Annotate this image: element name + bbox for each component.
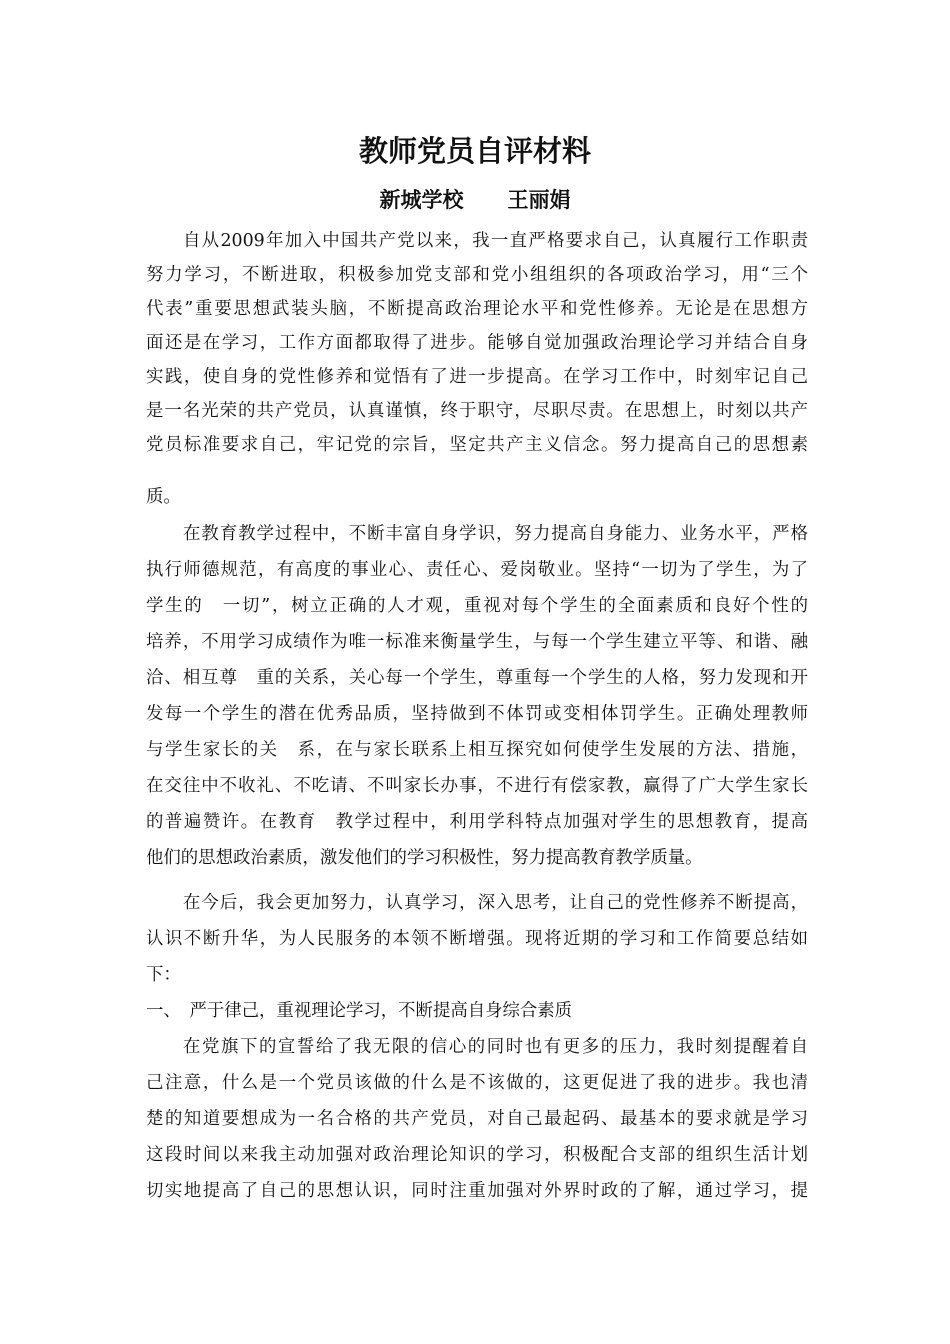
text-line: 培养，不用学习成绩作为唯一标准来衡量学生，与每一个学生建立平等、和谐、融 [146, 632, 808, 652]
text-line: 的普遍赞许。在教育 教学过程中，利用学科特点加强对学生的思想教育，提高 [146, 812, 808, 832]
text-line: 执行师德规范，有高度的事业心、责任心、爱岗敬业。坚持“一切为了学生，为了 [146, 560, 808, 580]
school-name: 新城学校 [379, 188, 464, 212]
text-line: 质。 [146, 487, 181, 507]
text-line: 认识不断升华，为人民服务的本领不断增强。现将近期的学习和工作简要总结如 [146, 929, 808, 949]
text-line: 在交往中不收礼、不吃请、不叫家长办事，不进行有偿家教，赢得了广大学生家长 [146, 776, 808, 796]
text-line: 是一名光荣的共产党员，认真谨慎，终于职守，尽职尽责。在思想上，时刻以共产 [146, 401, 808, 421]
text-line: 实践，使自身的党性修养和觉悟有了进一步提高。在学习工作中，时刻牢记自己 [146, 367, 808, 387]
section-heading: 一、 严于律己，重视理论学习，不断提高自身综合素质 [146, 1001, 573, 1021]
text-line: 面还是在学习，工作方面都取得了进步。能够自觉加强政治理论学习并结合自身 [146, 333, 808, 353]
author-name: 王丽娟 [507, 188, 571, 212]
text-line: 己注意，什么是一个党员该做的什么是不该做的，这更促进了我的进步。我也清 [146, 1073, 808, 1093]
document-title: 教师党员自评材料 [358, 134, 591, 168]
text-line: 党员标准要求自己，牢记党的宗旨，坚定共产主义信念。努力提高自己的思想素 [146, 435, 808, 455]
text-line: 学生的 一切”，树立正确的人才观，重视对每个学生的全面素质和良好个性的 [146, 596, 808, 616]
text-line: 在党旗下的宣誓给了我无限的信心的同时也有更多的压力，我时刻提醒着自 [183, 1037, 808, 1057]
text-line: 代表”重要思想武装头脑，不断提高政治理论水平和党性修养。无论是在思想方 [146, 299, 808, 319]
text-line: 努力学习，不断进取，积极参加党支部和党小组组织的各项政治学习，用“三个 [146, 265, 808, 285]
text-line: 在教育教学过程中，不断丰富自身学识，努力提高自身能力、业务水平，严格 [183, 524, 808, 544]
text-line: 与学生家长的关 系，在与家长联系上相互探究如何使学生发展的方法、措施， [146, 740, 808, 760]
text-line: 楚的知道要想成为一名合格的共产党员，对自己最起码、最基本的要求就是学习 [146, 1109, 808, 1129]
text-line: 在今后，我会更加努力，认真学习，深入思考，让自己的党性修养不断提高， [183, 893, 808, 913]
text-line: 发每一个学生的潜在优秀品质，坚持做到不体罚或变相体罚学生。正确处理教师 [146, 704, 808, 724]
text-line: 洽、相互尊 重的关系，关心每一个学生，尊重每一个学生的人格，努力发现和开 [146, 668, 808, 688]
text-line: 切实地提高了自己的思想认识，同时注重加强对外界时政的了解，通过学习，提 [146, 1181, 808, 1201]
text-line: 下： [146, 965, 181, 985]
author-byline [0, 183, 950, 217]
text-line: 自从2009年加入中国共产党以来，我一直严格要求自己，认真履行工作职责 [183, 231, 808, 251]
text-line: 他们的思想政治素质，激发他们的学习积极性，努力提高教育教学质量。 [146, 848, 703, 868]
text-line: 这段时间以来我主动加强对政治理论知识的学习，积极配合支部的组织生活计划 [146, 1145, 808, 1165]
